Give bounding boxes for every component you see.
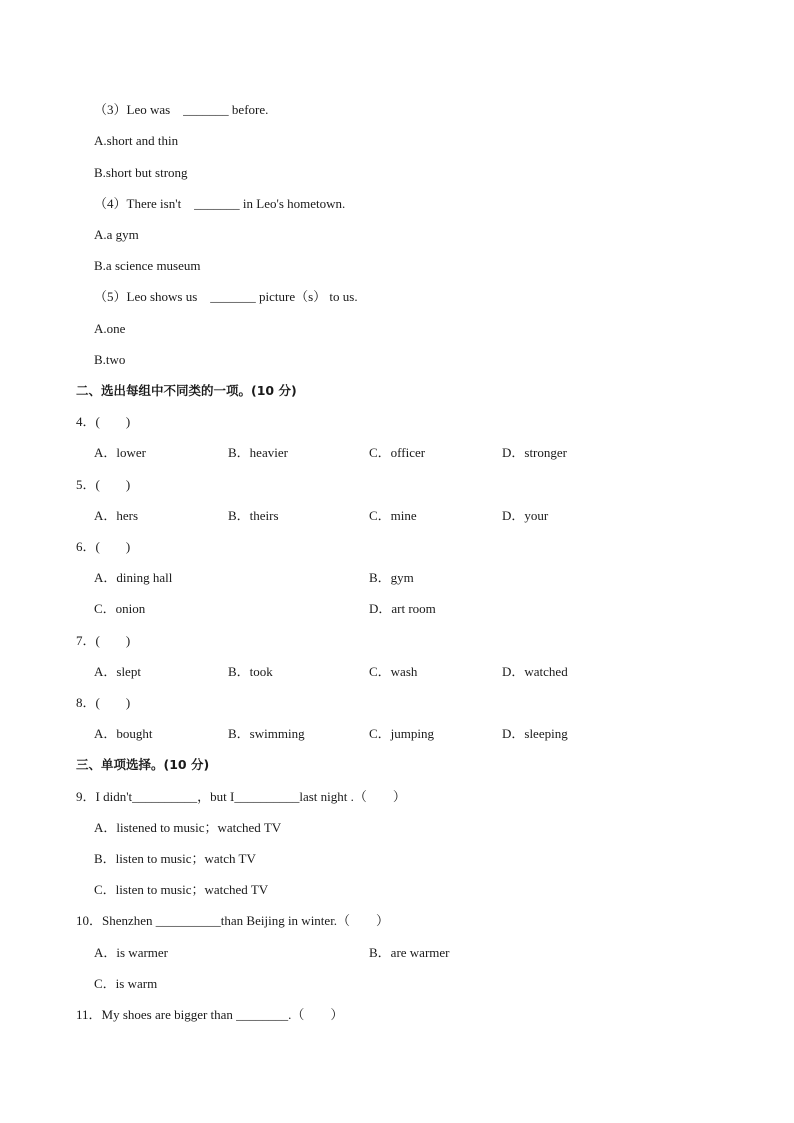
question-8-option-b: B．swimming — [228, 726, 305, 741]
reading-q5-option-a: A.one — [94, 321, 126, 336]
question-7-option-a: A．slept — [94, 664, 141, 679]
reading-q5-option-b: B.two — [94, 352, 126, 367]
reading-q5-stem: （5）Leo shows us _______ picture（s） to us. — [94, 289, 358, 304]
reading-q3-option-b: B.short but strong — [94, 165, 188, 180]
question-9-option-c: C．listen to music；watched TV — [94, 882, 269, 897]
question-6-option-c: C．onion — [94, 601, 146, 616]
question-7-option-c: C．wash — [369, 664, 418, 679]
question-11-stem: 11．My shoes are bigger than ________.（ ） — [76, 1007, 344, 1022]
question-6-stem: 6．( ) — [76, 539, 131, 554]
question-6-option-d: D．art room — [369, 601, 436, 616]
question-6-option-a: A．dining hall — [94, 570, 173, 585]
question-8-option-d: D．sleeping — [502, 726, 568, 741]
question-5-option-b: B．theirs — [228, 508, 279, 523]
question-8-option-c: C．jumping — [369, 726, 435, 741]
question-4-option-c: C．officer — [369, 445, 426, 460]
question-10-stem: 10．Shenzhen __________than Beijing in winter.（ ） — [76, 913, 390, 928]
question-4-stem: 4．( ) — [76, 414, 131, 429]
question-10-option-c: C．is warm — [94, 976, 158, 991]
reading-q3-stem: （3）Leo was _______ before. — [94, 102, 269, 117]
question-10-option-b: B．are warmer — [369, 945, 450, 960]
question-10-option-a: A．is warmer — [94, 945, 169, 960]
question-7-stem: 7．( ) — [76, 633, 131, 648]
question-8-stem: 8．( ) — [76, 695, 131, 710]
question-9-stem: 9．I didn't__________，but I__________last night .（ ） — [76, 789, 406, 804]
reading-q4-option-a: A.a gym — [94, 227, 139, 242]
question-9-option-b: B．listen to music；watch TV — [94, 851, 256, 866]
question-4-option-d: D．stronger — [502, 445, 567, 460]
question-7-option-d: D．watched — [502, 664, 568, 679]
question-8-option-a: A．bought — [94, 726, 153, 741]
question-4-option-b: B．heavier — [228, 445, 288, 460]
reading-q3-option-a: A.short and thin — [94, 133, 179, 148]
question-5-option-c: C．mine — [369, 508, 417, 523]
question-5-stem: 5．( ) — [76, 477, 131, 492]
question-7-option-b: B．took — [228, 664, 273, 679]
question-6-option-b: B．gym — [369, 570, 414, 585]
question-5-option-a: A．hers — [94, 508, 139, 523]
reading-q4-stem: （4）There isn't _______ in Leo's hometown. — [94, 196, 346, 211]
reading-q4-option-b: B.a science museum — [94, 258, 201, 273]
section2-heading: 二、选出每组中不同类的一项。(10 分) — [76, 383, 297, 398]
question-5-option-d: D．your — [502, 508, 549, 523]
question-9-option-a: A．listened to music；watched TV — [94, 820, 282, 835]
section3-heading: 三、单项选择。(10 分) — [76, 757, 210, 772]
question-4-option-a: A．lower — [94, 445, 146, 460]
